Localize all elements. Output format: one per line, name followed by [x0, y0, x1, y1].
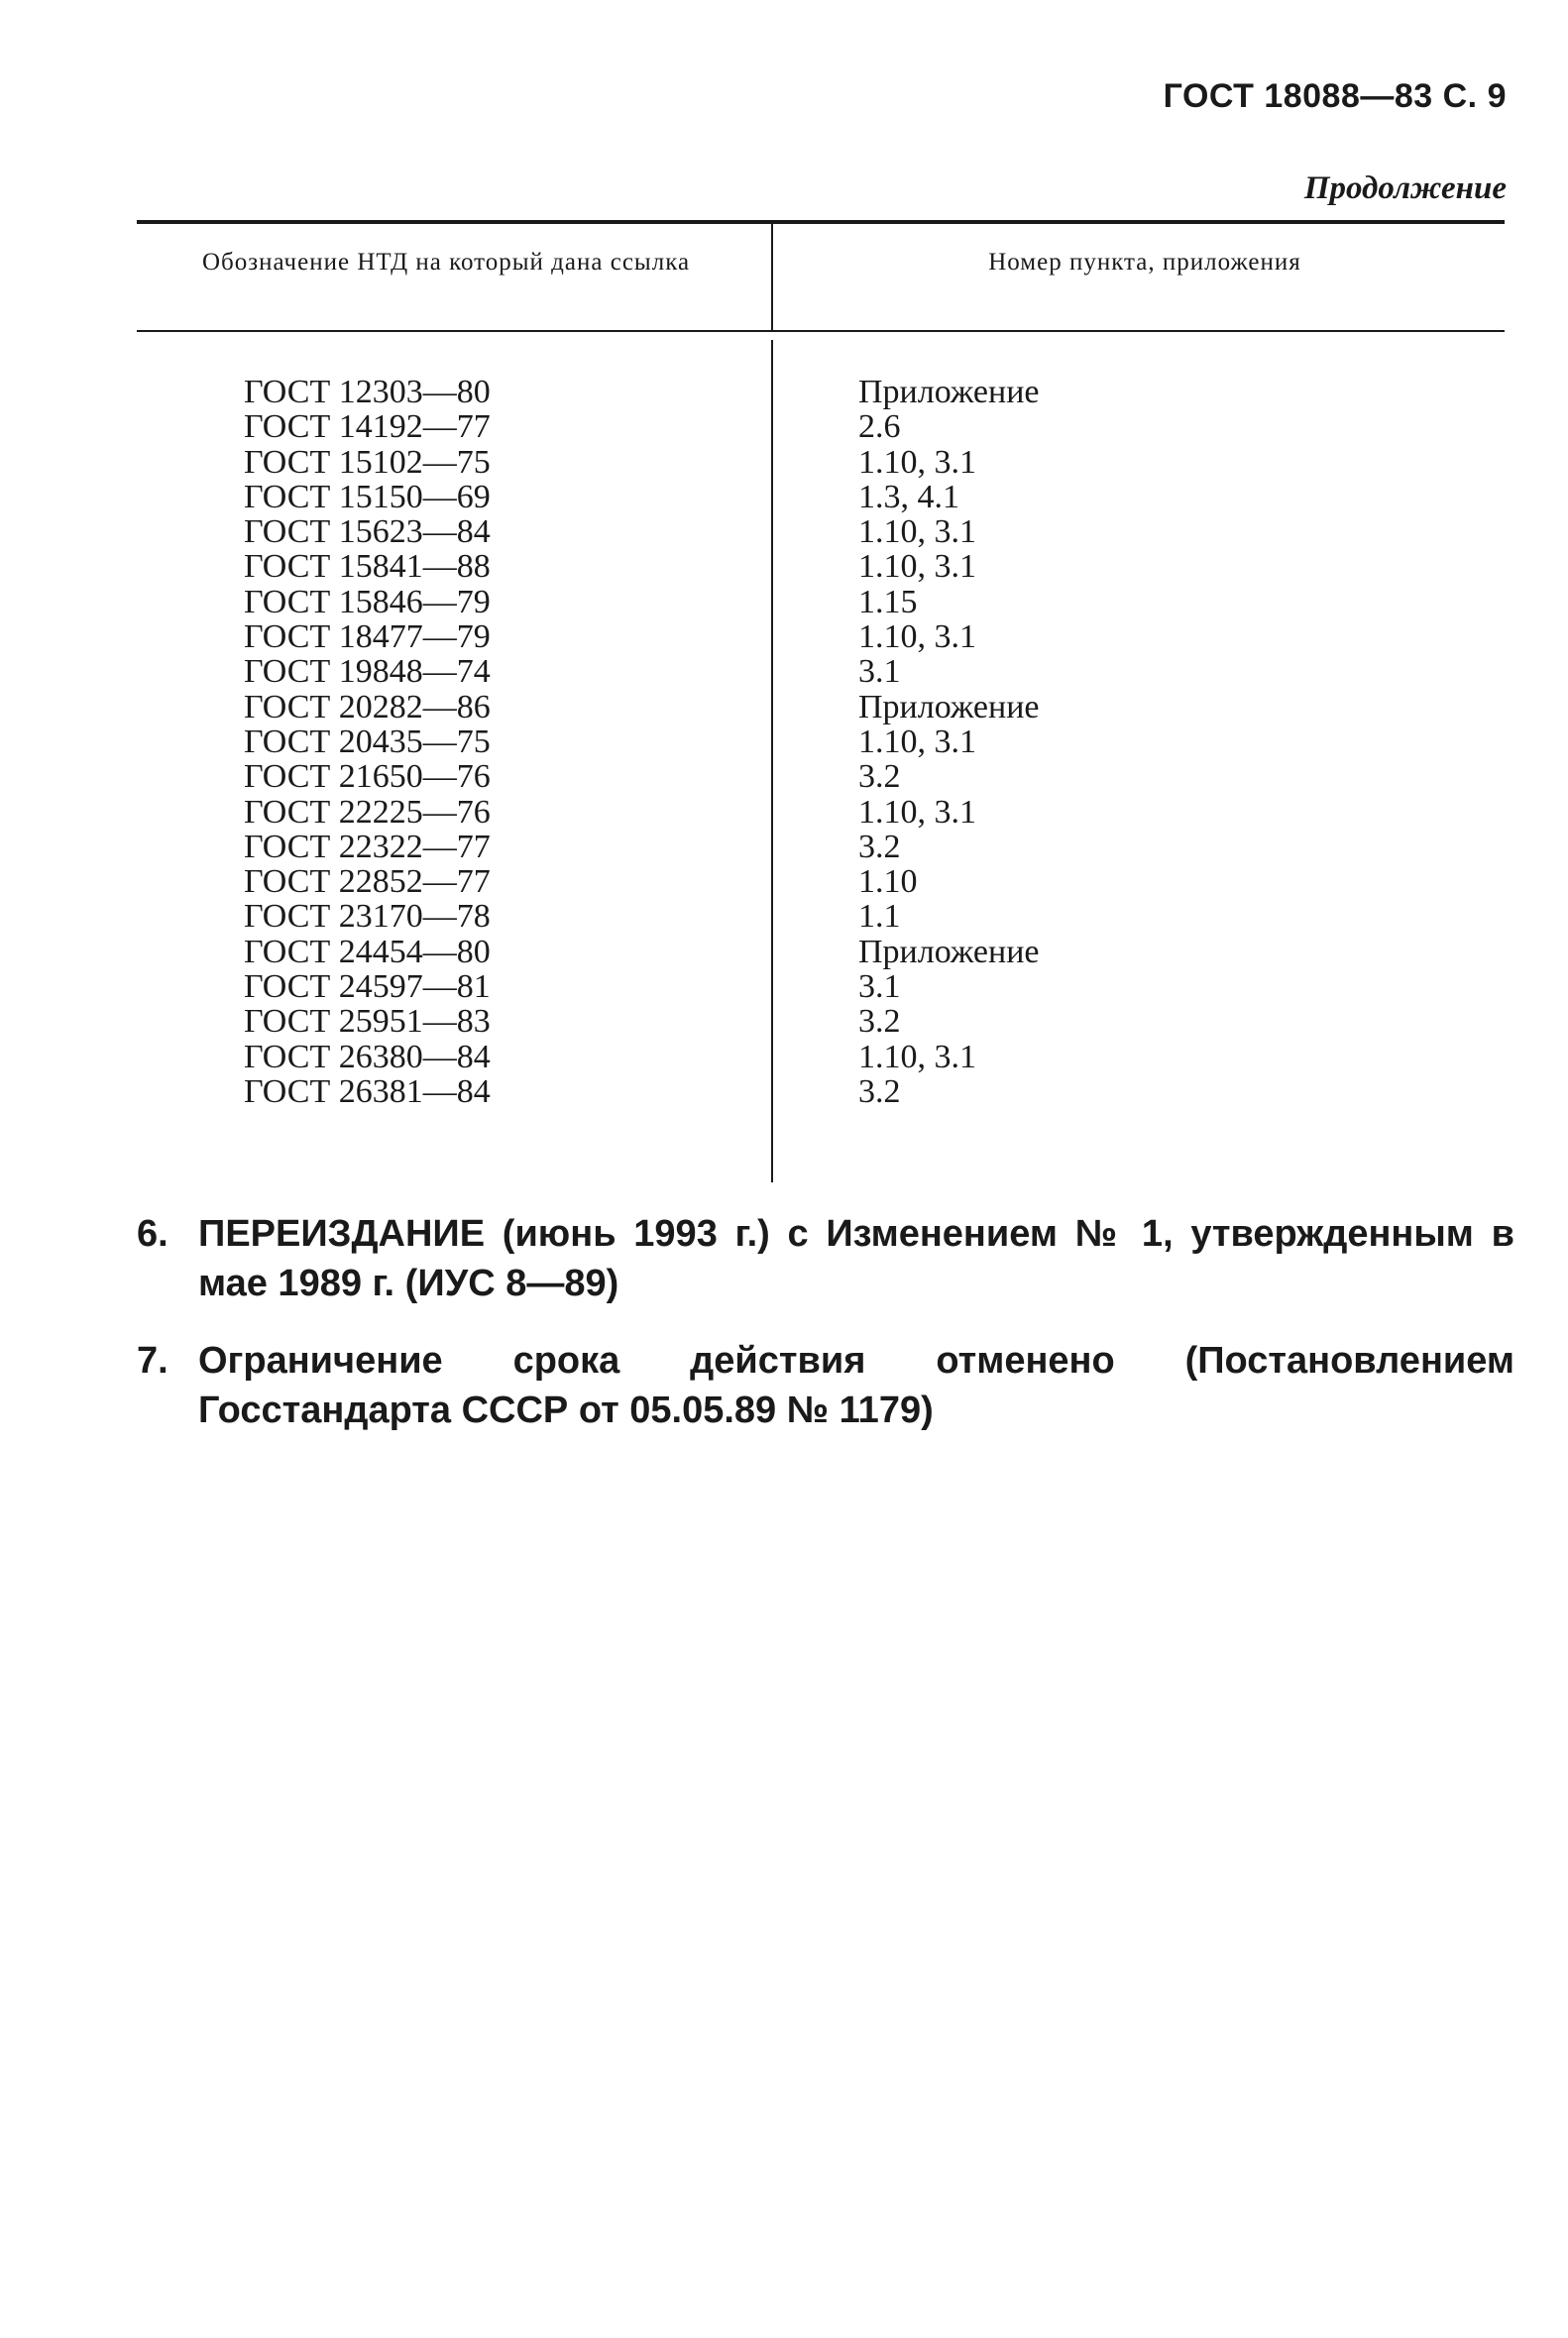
reference-cell: ГОСТ 24597—81	[244, 968, 491, 1006]
clause-cell: Приложение	[858, 374, 1040, 410]
reference-cell: ГОСТ 22225—76	[244, 793, 491, 831]
reference-cell: ГОСТ 15102—75	[244, 443, 491, 481]
reference-cell: ГОСТ 22322—77	[244, 828, 491, 865]
table-body-divider	[771, 340, 773, 1182]
clause-cell: 2.6	[858, 408, 901, 446]
table-header-divider	[771, 224, 773, 330]
page-header-code: ГОСТ 18088—83 С. 9	[1163, 77, 1507, 115]
clause-cell: 1.10, 3.1	[858, 793, 976, 831]
clause-cell: 1.10, 3.1	[858, 443, 976, 481]
reference-cell: ГОСТ 18477—79	[244, 618, 491, 656]
clause-cell: 1.10, 3.1	[858, 618, 976, 656]
clause-column	[858, 375, 1039, 1109]
clause-cell: 1.10, 3.1	[858, 513, 976, 551]
clause-cell: 1.15	[858, 583, 918, 620]
note-text: Ограничение срока действия отменено (Постановлением Госстандарта СССР от 05.05.89 № 1179)	[198, 1340, 1514, 1431]
clause-cell: 3.2	[858, 828, 901, 865]
clause-cell: 3.1	[858, 968, 901, 1006]
reference-column	[244, 375, 491, 1109]
clause-cell: 3.1	[858, 653, 901, 691]
clause-cell: 1.1	[858, 898, 901, 936]
clause-cell: 3.2	[858, 1003, 901, 1041]
reference-cell: ГОСТ 15841—88	[244, 548, 491, 586]
table-header-rule	[137, 330, 1505, 332]
reference-cell: ГОСТ 20435—75	[244, 723, 491, 760]
clause-cell: Приложение	[858, 688, 1040, 725]
note-6	[137, 1209, 1514, 1308]
reference-cell: ГОСТ 15150—69	[244, 478, 491, 515]
clause-cell: Приложение	[858, 933, 1040, 970]
table-top-rule	[137, 220, 1505, 224]
reference-cell: ГОСТ 21650—76	[244, 758, 491, 796]
reference-cell: ГОСТ 15623—84	[244, 513, 491, 551]
clause-cell: 1.10, 3.1	[858, 548, 976, 586]
note-7	[137, 1336, 1514, 1435]
reference-cell: ГОСТ 15846—79	[244, 583, 491, 620]
clause-cell: 1.10	[858, 863, 918, 901]
reference-cell: ГОСТ 20282—86	[244, 688, 491, 725]
clause-cell: 1.10, 3.1	[858, 1038, 976, 1075]
reference-cell: ГОСТ 26381—84	[244, 1072, 491, 1110]
clause-cell: 3.2	[858, 1072, 901, 1110]
clause-cell: 1.10, 3.1	[858, 723, 976, 760]
note-text: ПЕРЕИЗДАНИЕ (июнь 1993 г.) с Изменением № 1, утвержденным в мае 1989 г. (ИУС 8—89)	[198, 1213, 1514, 1304]
reference-cell: ГОСТ 14192—77	[244, 408, 491, 446]
reference-cell: ГОСТ 23170—78	[244, 898, 491, 936]
note-number: 6.	[137, 1213, 168, 1255]
column-header-clause: Номер пункта, приложения	[988, 249, 1301, 276]
column-header-reference: Обозначение НТД на который дана ссылка	[201, 249, 691, 276]
note-number: 7.	[137, 1340, 168, 1382]
reference-cell: ГОСТ 22852—77	[244, 863, 491, 901]
clause-cell: 3.2	[858, 758, 901, 796]
clause-cell: 1.3, 4.1	[858, 478, 959, 515]
reference-cell: ГОСТ 26380—84	[244, 1038, 491, 1075]
reference-cell: ГОСТ 19848—74	[244, 653, 491, 691]
continuation-label: Продолжение	[1303, 170, 1507, 206]
reference-cell: ГОСТ 25951—83	[244, 1003, 491, 1041]
reference-cell: ГОСТ 24454—80	[244, 933, 491, 970]
reference-cell: ГОСТ 12303—80	[244, 374, 491, 410]
